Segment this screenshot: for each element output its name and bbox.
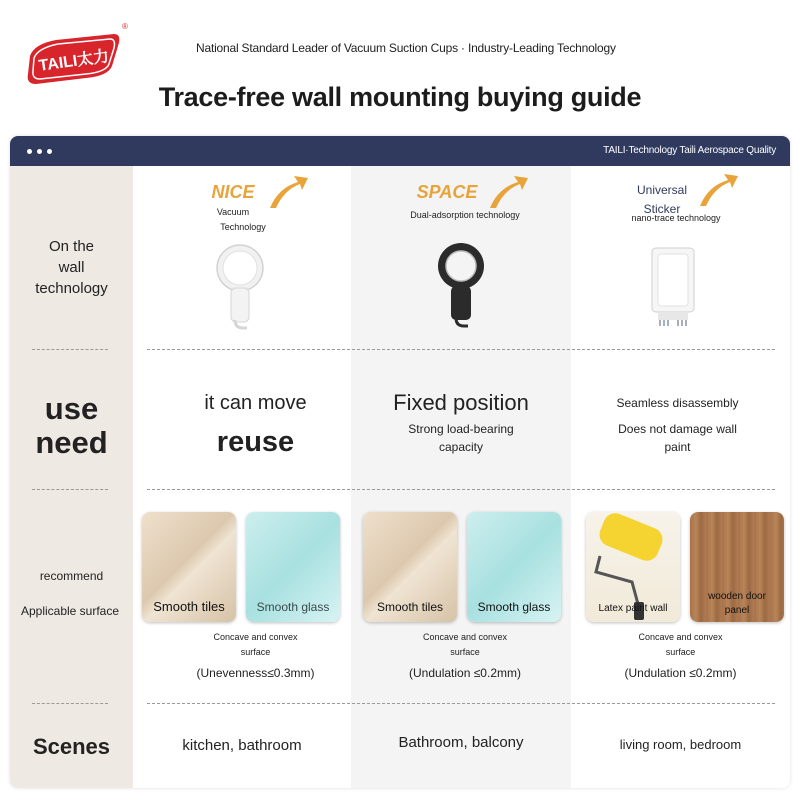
registered-mark: ® (122, 22, 128, 31)
tech-sub-space: Dual-adsorption technology (410, 210, 520, 220)
surface-smooth-glass: Smooth glass (467, 512, 561, 622)
arrow-swoosh-icon (698, 172, 738, 208)
arrow-swoosh-icon (488, 174, 528, 210)
tech-sub-nice-1: Vacuum (216, 207, 250, 217)
tech-sub-nice-2: Technology (220, 222, 266, 232)
row-label-technology: On the wall technology (35, 238, 108, 297)
need-space-2: Strong load-bearing (408, 422, 514, 436)
taili-logo (26, 22, 128, 86)
row-divider (32, 349, 108, 350)
tech-name-universal: Universal (636, 183, 687, 197)
need-nice-1: it can move (204, 392, 307, 414)
surface-latex-paint-wall: Latex paint wall (586, 512, 680, 622)
row-label-need: use need (35, 391, 108, 460)
tolerance-space: (Undulation ≤0.2mm) (409, 666, 521, 680)
white-suction-hook-icon (215, 244, 265, 330)
row-label-applicable-surface: Applicable surface (20, 604, 120, 618)
tagline: National Standard Leader of Vacuum Suction Cups · Industry-Leading Technology (196, 41, 616, 55)
page-title: Trace-free wall mounting buying guide (158, 82, 642, 112)
row-divider (147, 349, 775, 350)
row-divider (147, 703, 775, 704)
surface-smooth-tiles: Smooth tiles (363, 512, 457, 622)
logo-badge-icon (26, 26, 126, 86)
surface-smooth-glass: Smooth glass (246, 512, 340, 622)
window-dots-icon (27, 149, 52, 154)
black-suction-hook-icon (436, 242, 486, 328)
card-header-text: TAILI·Technology Taili Aerospace Quality (603, 145, 776, 156)
surface-wooden-door-panel: wooden door panel (690, 512, 784, 622)
svg-text:TAILI太力: TAILI太力 (37, 48, 111, 75)
row-divider (32, 703, 108, 704)
surface-note-universal-1: Concave and convex (638, 632, 723, 642)
scene-space: Bathroom, balcony (398, 734, 524, 751)
arrow-swoosh-icon (268, 174, 308, 210)
need-space-1: Fixed position (393, 390, 529, 415)
tolerance-nice: (Unevenness≤0.3mm) (196, 666, 315, 680)
need-space-3: capacity (438, 440, 484, 454)
surface-note-space-2: surface (450, 647, 480, 657)
need-universal-3: paint (664, 440, 691, 454)
comparison-card (10, 136, 790, 788)
need-universal-1: Seamless disassembly (616, 396, 739, 410)
card-header (10, 136, 790, 166)
surface-note-nice-2: surface (240, 647, 271, 657)
surface-note-space-1: Concave and convex (422, 632, 508, 642)
tech-sub-universal: nano-trace technology (631, 213, 721, 223)
row-divider (32, 489, 108, 490)
row-label-recommend: recommend (39, 569, 104, 583)
row-divider (147, 489, 775, 490)
tolerance-universal: (Undulation ≤0.2mm) (624, 666, 737, 680)
adhesive-sticker-icon (650, 246, 696, 328)
need-nice-2: reuse (216, 426, 295, 458)
row-label-scenes: Scenes (32, 734, 111, 759)
scene-nice: kitchen, bathroom (182, 737, 302, 754)
surface-smooth-tiles: Smooth tiles (142, 512, 236, 622)
tech-name-nice: NICE (211, 182, 255, 202)
surface-note-universal-2: surface (665, 647, 696, 657)
need-universal-2: Does not damage wall (618, 422, 737, 436)
surface-note-nice-1: Concave and convex (213, 632, 298, 642)
tech-name-space: SPACE (416, 182, 478, 202)
tech-name-sticker: Sticker (643, 202, 681, 216)
scene-universal: living room, bedroom (619, 737, 742, 752)
